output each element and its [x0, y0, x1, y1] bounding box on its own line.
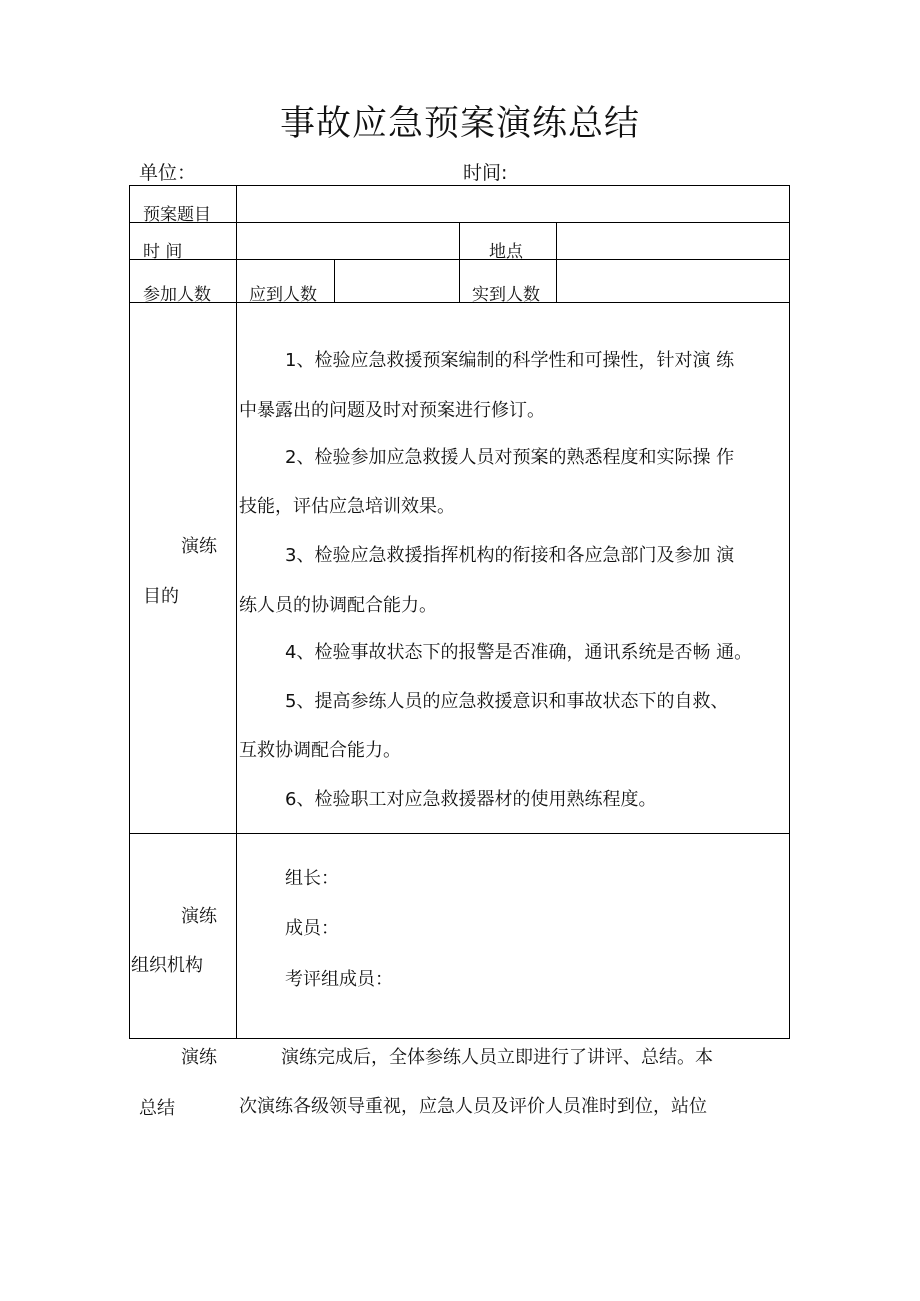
actual-label: 实到人数 — [472, 285, 540, 305]
expected-field[interactable] — [335, 260, 459, 302]
unit-label: 单位： — [139, 162, 197, 184]
plan-title-field[interactable] — [237, 186, 789, 222]
org-leader-label: 组长： — [285, 868, 339, 889]
purpose-line: 1、检验应急救援预案编制的科学性和可操性，针对演 练 — [285, 350, 735, 371]
summary-label-line1: 演练 — [181, 1047, 217, 1068]
grid-line — [129, 185, 130, 1039]
org-label-line2: 组织机构 — [131, 955, 203, 976]
time-field[interactable] — [237, 223, 459, 259]
expected-label: 应到人数 — [249, 285, 317, 305]
purpose-line: 互救协调配合能力。 — [239, 740, 401, 761]
location-label: 地点 — [489, 242, 523, 262]
grid-line — [236, 185, 237, 1039]
purpose-line: 练人员的协调配合能力。 — [239, 595, 437, 616]
grid-line — [789, 185, 790, 1039]
purpose-line: 3、检验应急救援指挥机构的衔接和各应急部门及参加 演 — [285, 545, 735, 566]
summary-line: 次演练各级领导重视，应急人员及评价人员准时到位，站位 — [239, 1096, 707, 1117]
org-label-line1: 演练 — [181, 906, 217, 927]
participants-label: 参加人数 — [143, 285, 211, 305]
time-row-label: 时 间 — [143, 242, 183, 262]
purpose-line: 5、提高参练人员的应急救援意识和事故状态下的自救、 — [285, 691, 729, 712]
purpose-line: 中暴露出的问题及时对预案进行修订。 — [239, 400, 545, 421]
summary-line: 演练完成后，全体参练人员立即进行了讲评、总结。本 — [281, 1047, 713, 1068]
summary-label-line2: 总结 — [139, 1098, 175, 1119]
plan-title-label: 预案题目 — [143, 205, 211, 225]
document-title: 事故应急预案演练总结 — [279, 104, 640, 144]
purpose-label-line1: 演练 — [181, 536, 217, 557]
location-field[interactable] — [557, 223, 789, 259]
actual-field[interactable] — [557, 260, 789, 302]
purpose-label-line2: 目的 — [143, 586, 179, 607]
time-label: 时间: — [463, 162, 508, 184]
grid-line — [129, 833, 790, 834]
org-evaluators-label: 考评组成员： — [285, 969, 393, 990]
purpose-line: 4、检验事故状态下的报警是否准确，通讯系统是否畅 通。 — [285, 642, 753, 663]
purpose-line: 6、检验职工对应急救援器材的使用熟练程度。 — [285, 789, 657, 810]
purpose-line: 2、检验参加应急救援人员对预案的熟悉程度和实际操 作 — [285, 447, 735, 468]
grid-line — [459, 222, 460, 303]
purpose-line: 技能，评估应急培训效果。 — [239, 496, 455, 517]
org-members-label: 成员： — [285, 918, 339, 939]
grid-line — [129, 1038, 790, 1039]
